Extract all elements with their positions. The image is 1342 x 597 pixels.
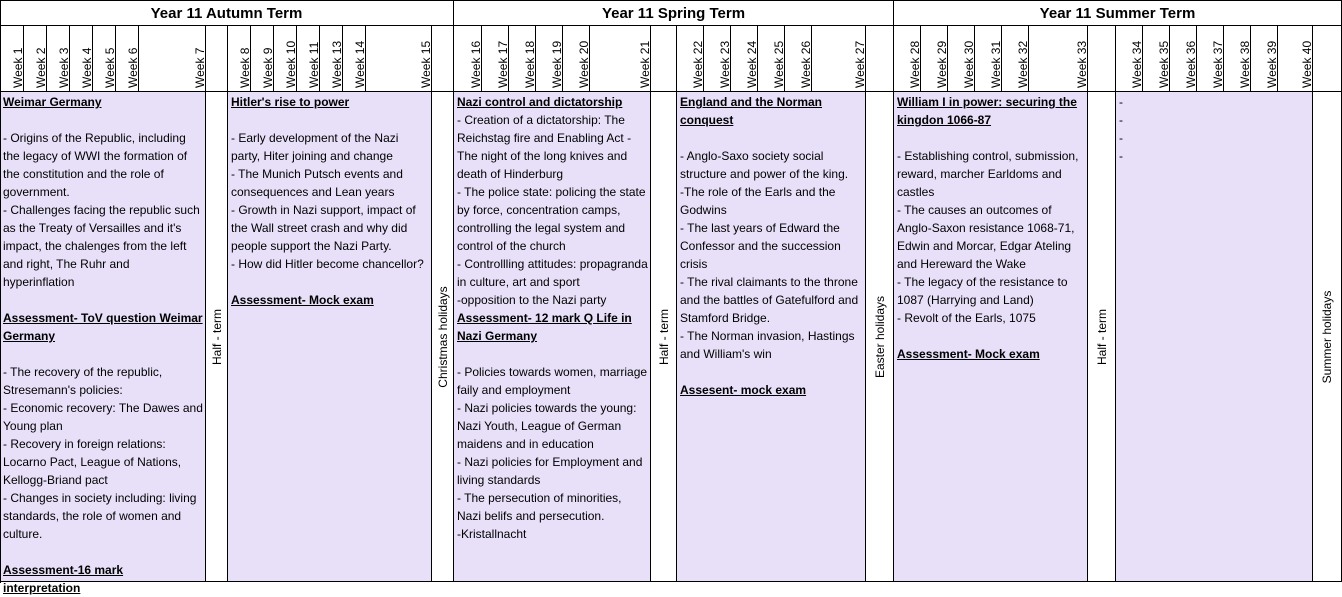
final-line: - — [1119, 95, 1123, 109]
hitler-heading: Hitler's rise to power — [231, 95, 350, 109]
week-header-cell — [1278, 26, 1313, 92]
weimar-assessment-2: Assessment-16 mark interpretation — [3, 563, 124, 595]
week-label: Week 7 — [193, 47, 207, 88]
week-header-cell — [251, 26, 274, 92]
week-header-cell — [70, 26, 93, 92]
spring-half-term-label: Half - term — [656, 308, 671, 365]
week-header-cell — [731, 26, 758, 92]
week-header-cell — [812, 26, 866, 92]
week-label: Week 3 — [57, 47, 71, 88]
william-heading: William I in power: securing the kingdon 1066-87 — [897, 95, 1077, 127]
spring-half-term-column — [651, 92, 677, 582]
term-title-summer: Year 11 Summer Term — [894, 0, 1342, 26]
norman-line: - The rival claimants to the throne and the battles of Gatefulford and Stamford Bridge. — [680, 275, 859, 325]
hitler-line — [231, 111, 429, 129]
week-header-cell — [0, 26, 24, 92]
week-label: Week 24 — [745, 40, 759, 88]
week-label: Week 35 — [1157, 40, 1171, 88]
autumn-half-term-column — [206, 92, 228, 582]
weimar-line: - Origins of the Republic, including the legacy of WWI the formation of the constitution and the role of government. — [3, 131, 188, 199]
week-label: Week 21 — [638, 40, 652, 88]
week-label: Week 40 — [1300, 40, 1314, 88]
week-header-cell — [454, 26, 482, 92]
week-header-cell — [894, 26, 921, 92]
nazi-assessment: Assessment- 12 mark Q Life in Nazi Germany — [457, 311, 632, 343]
week-header-cell — [590, 26, 651, 92]
weimar-heading: Weimar Germany — [3, 95, 102, 109]
week-label: Week 4 — [80, 47, 94, 88]
william-assessment: Assessment- Mock exam — [897, 347, 1040, 361]
william-line — [897, 327, 1085, 345]
final-line: - — [1119, 131, 1123, 145]
week-header-cell — [563, 26, 590, 92]
week-label: Week 14 — [353, 40, 367, 88]
week-header-gap — [432, 26, 454, 92]
week-header-cell — [1224, 26, 1251, 92]
william-line: - Revolt of the Earls, 1075 — [897, 311, 1036, 325]
week-label: Week 17 — [496, 40, 510, 88]
week-header-cell — [139, 26, 206, 92]
easter-holidays-label: Easter holidays — [872, 295, 887, 378]
norman-heading: England and the Norman conquest — [680, 95, 823, 127]
week-header-gap — [1313, 26, 1342, 92]
week-label: Week 25 — [772, 40, 786, 88]
week-header-cell — [1251, 26, 1278, 92]
william-line — [897, 129, 1085, 147]
weimar-germany-block — [0, 92, 206, 595]
weimar-line — [3, 111, 203, 129]
william-in-power-block — [894, 92, 1088, 582]
week-header-gap — [651, 26, 677, 92]
norman-line: - The Norman invasion, Hastings and William's win — [680, 329, 855, 361]
weimar-line: - Recovery in foreign relations: Locarno Pact, League of Nations, Kellogg-Briand pact — [3, 437, 182, 487]
norman-line: - The last years of Edward the Confessor and the succession crisis — [680, 221, 841, 271]
week-header-cell — [1029, 26, 1088, 92]
nazi-line: - Creation of a dictatorship: The Reichstag fire and Enabling Act - The night of the long knives and death of Hinderburg — [457, 113, 632, 181]
norman-line — [680, 129, 863, 147]
week-label: Week 9 — [261, 47, 275, 88]
weimar-line: - Changes in society including: living standards, the role of women and culture. — [3, 491, 197, 541]
week-header-gap — [1088, 26, 1116, 92]
week-label: Week 39 — [1265, 40, 1279, 88]
hitler-line: - The Munich Putsch events and consequences and Lean years — [231, 167, 403, 199]
week-label: Week 5 — [103, 47, 117, 88]
week-header-cell — [274, 26, 297, 92]
term-title-autumn: Year 11 Autumn Term — [0, 0, 454, 26]
week-label: Week 22 — [691, 40, 705, 88]
week-header-cell — [758, 26, 785, 92]
weimar-line — [3, 291, 203, 309]
week-label: Week 6 — [126, 47, 140, 88]
norman-line — [680, 363, 863, 381]
week-label: Week 23 — [718, 40, 732, 88]
week-label: Week 13 — [330, 40, 344, 88]
week-label: Week 37 — [1211, 40, 1225, 88]
nazi-line: - Nazi policies towards the young: Nazi Youth, League of German maidens and in education — [457, 401, 637, 451]
week-label: Week 29 — [935, 40, 949, 88]
william-line: - The legacy of the resistance to 1087 (Harrying and Land) — [897, 275, 1068, 307]
nazi-line: - The police state: policing the state by force, concentration camps, controlling the legal system and control of the church — [457, 185, 646, 253]
hitler-line — [231, 273, 429, 291]
week-label: Week 36 — [1184, 40, 1198, 88]
nazi-heading: Nazi control and dictatorship — [457, 95, 623, 109]
summer-half-term-column — [1088, 92, 1116, 582]
week-header-cell — [116, 26, 139, 92]
nazi-line: - Policies towards women, marriage faily and employment — [457, 365, 648, 397]
summer-half-term-label: Half - term — [1094, 308, 1109, 365]
week-header-cell — [948, 26, 975, 92]
week-header-cell — [343, 26, 366, 92]
norman-line: - Anglo-Saxo society social structure and power of the king. — [680, 149, 849, 181]
week-label: Week 11 — [307, 41, 321, 88]
nazi-line — [457, 345, 648, 363]
week-label: Week 28 — [908, 40, 922, 88]
final-line: - — [1119, 113, 1123, 127]
nazi-line: -Kristallnacht — [457, 527, 527, 541]
week-label: Week 32 — [1016, 40, 1030, 88]
week-header-cell — [1116, 26, 1143, 92]
nazi-control-block — [454, 92, 651, 582]
norman-assessment: Assesent- mock exam — [680, 383, 807, 397]
final-line: - — [1119, 149, 1123, 163]
summer-holidays-label: Summer holidays — [1320, 290, 1334, 383]
hitler-line: - Growth in Nazi support, impact of the Wall street crash and why did people support the Nazi Party. — [231, 203, 416, 253]
nazi-line: - Controllling attitudes: propagranda in culture, art and sport — [457, 257, 648, 289]
week-label: Week 31 — [989, 40, 1003, 88]
week-header-cell — [320, 26, 343, 92]
nazi-line: -opposition to the Nazi party — [457, 293, 607, 307]
week-label: Week 19 — [550, 40, 564, 88]
week-label: Week 18 — [523, 40, 537, 88]
week-label: Week 26 — [799, 40, 813, 88]
week-header-gap — [866, 26, 894, 92]
week-label: Week 34 — [1130, 40, 1144, 88]
week-header-cell — [47, 26, 70, 92]
week-header-cell — [975, 26, 1002, 92]
week-label: Week 16 — [469, 40, 483, 88]
hitler-line: - Early development of the Nazi party, Hiter joining and change — [231, 131, 399, 163]
weimar-line: - The recovery of the republic, Stresemann's policies: — [3, 365, 163, 397]
hitler-line: - How did Hitler become chancellor? — [231, 257, 424, 271]
week-header-cell — [785, 26, 812, 92]
week-header-cell — [1170, 26, 1197, 92]
week-header-cell — [228, 26, 251, 92]
week-header-cell — [482, 26, 509, 92]
week-label: Week 30 — [962, 40, 976, 88]
nazi-line: - The persecution of minorities, Nazi belifs and persecution. — [457, 491, 622, 523]
week-label: Week 20 — [577, 40, 591, 88]
week-label: Week 1 — [11, 47, 25, 88]
william-line: - Establishing control, submission, reward, marcher Earldoms and castles — [897, 149, 1079, 199]
hitler-rise-block — [228, 92, 432, 582]
week-label: Week 8 — [238, 47, 252, 88]
week-header-cell — [1002, 26, 1029, 92]
weimar-line — [3, 543, 203, 561]
weimar-line: - Challenges facing the republic such as the Treaty of Versailles and it's impact, the chalenges from the left and right, The Ruhr and hyperinflation — [3, 203, 200, 289]
week-header-cell — [921, 26, 948, 92]
weimar-line: - Economic recovery: The Dawes and Young plan — [3, 401, 203, 433]
week-header-cell — [677, 26, 704, 92]
final-weeks-block — [1116, 92, 1313, 582]
week-header-cell — [297, 26, 320, 92]
week-label: Week 15 — [419, 40, 433, 88]
summer-holidays-column — [1313, 92, 1342, 582]
week-header-cell — [1197, 26, 1224, 92]
term-title-spring: Year 11 Spring Term — [454, 0, 894, 26]
autumn-half-term-label: Half - term — [209, 308, 224, 365]
weimar-line — [3, 345, 203, 363]
week-header-cell — [536, 26, 563, 92]
week-header-cell — [24, 26, 47, 92]
week-header-cell — [1143, 26, 1170, 92]
week-header-cell — [366, 26, 432, 92]
week-label: Week 10 — [284, 40, 298, 88]
week-label: Week 27 — [853, 40, 867, 88]
william-line: - The causes an outcomes of Anglo-Saxon resistance 1068-71, Edwin and Morcar, Edgar Ateling and Hereward the Wake — [897, 203, 1075, 271]
easter-holidays-column — [866, 92, 894, 582]
week-label: Week 38 — [1238, 40, 1252, 88]
christmas-holidays-label: Christmas holidays — [435, 285, 450, 388]
week-header-cell — [704, 26, 731, 92]
weimar-assessment-1: Assessment- ToV question Weimar Germany — [3, 311, 203, 343]
week-header-cell — [509, 26, 536, 92]
norman-line: -The role of the Earls and the Godwins — [680, 185, 836, 217]
week-header-cell — [93, 26, 116, 92]
nazi-line: - Nazi policies for Employment and living standards — [457, 455, 643, 487]
hitler-assessment: Assessment- Mock exam — [231, 293, 374, 307]
week-label: Week 2 — [34, 47, 48, 88]
norman-conquest-block — [677, 92, 866, 582]
christmas-holidays-column — [432, 92, 454, 582]
week-label: Week 33 — [1075, 40, 1089, 88]
week-header-gap — [206, 26, 228, 92]
